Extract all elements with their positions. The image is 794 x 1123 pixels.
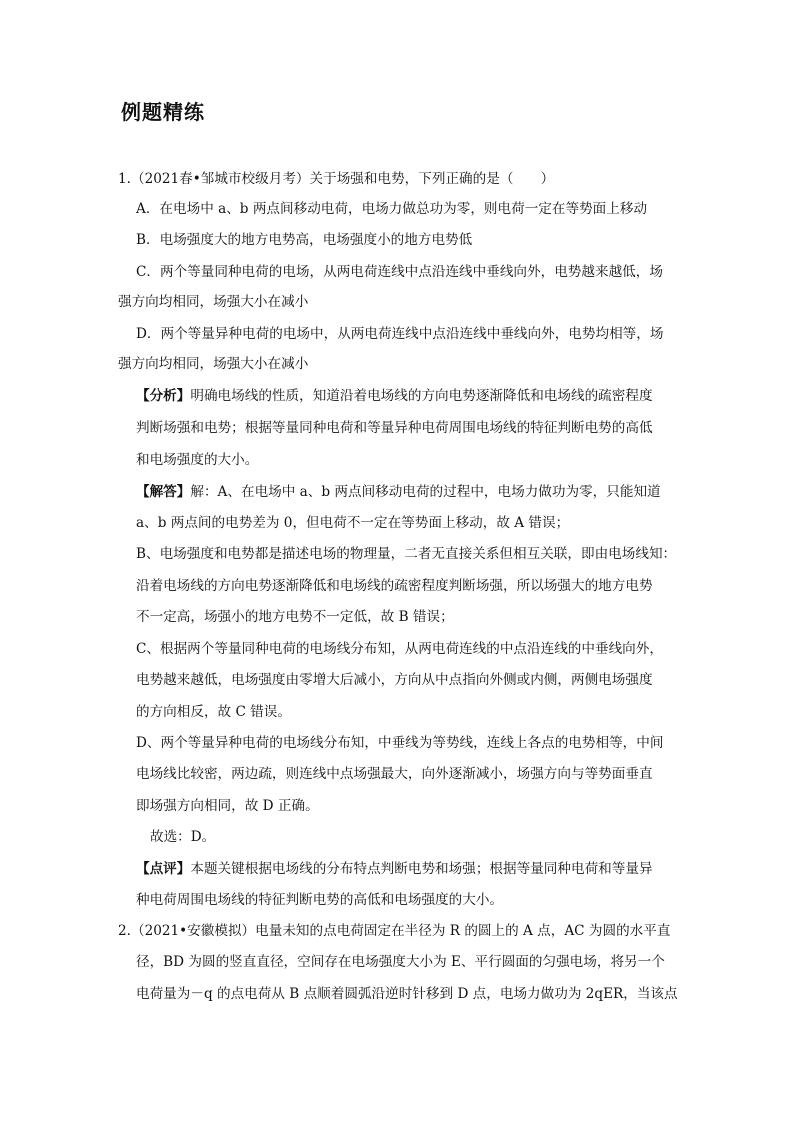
- q1-option-c-line1: C．两个等量同种电荷的电场，从两电荷连线中点沿连线中垂线向外，电势越来越低，场: [136, 264, 663, 280]
- analysis-text: 明确电场线的性质，知道沿着电场线的方向电势逐渐降低和电场线的疏密程度: [190, 388, 653, 404]
- q1-option-d-line2: 强方向均相同，场强大小在减小: [118, 356, 309, 372]
- q1-stem: 1.（2021春•邹城市校级月考）关于场强和电势，下列正确的是（ ）: [118, 171, 555, 187]
- q1-option-c-line2: 强方向均相同，场强大小在减小: [118, 294, 309, 310]
- comment-tag: 【点评】: [136, 861, 191, 877]
- section-title: 例题精练: [121, 100, 205, 124]
- q1-analysis-line1: [136, 386, 653, 406]
- q1-answer-line9: D、两个等量异种电荷的电场线分布知，中垂线为等势线，连线上各点的电势相等，中间: [136, 735, 664, 751]
- q1-choice: 故选：D。: [150, 829, 216, 845]
- q1-answer-line1: [136, 482, 661, 502]
- q1-comment-line2: 种电荷周围电场线的特征判断电势的高低和电场强度的大小。: [136, 892, 504, 908]
- q1-option-b: B．电场强度大的地方电势高，电场强度小的地方电势低: [136, 232, 473, 248]
- q2-stem-line2: 径，BD 为圆的竖直直径，空间存在电场强度大小为 E、平行圆面的匀强电场，将另一个: [136, 954, 665, 970]
- q1-analysis-line2: 判断场强和电势；根据等量同种电荷和等量异种电荷周围电场线的特征判断电势的高低: [136, 420, 653, 436]
- q1-answer-line3: B、电场强度和电势都是描述电场的物理量，二者无直接关系但相互关联，即由电场线知：: [136, 546, 677, 562]
- q1-option-d-line1: D．两个等量异种电荷的电场中，从两电荷连线中点沿连线中垂线向外，电势均相等，场: [136, 326, 664, 342]
- q2-stem-line1: 2.（2021•安徽模拟）电量未知的点电荷固定在半径为 R 的圆上的 A 点，AC 为圆的水平直: [118, 923, 671, 939]
- answer-tag: 【解答】: [136, 484, 191, 500]
- q1-comment-line1: [136, 859, 653, 879]
- q1-analysis-line3: 和电场强度的大小。: [136, 452, 259, 468]
- q1-answer-line2: a、b 两点间的电势差为 0，但电荷不一定在等势面上移动，故 A 错误；: [136, 515, 570, 531]
- q1-answer-line10: 电场线比较密，两边疏，则连线中点场强最大，向外逐渐减小，场强方向与等势面垂直: [136, 766, 653, 782]
- q2-stem-line3: 电荷量为－q 的点电荷从 B 点顺着圆弧沿逆时针移到 D 点，电场力做功为 2qER，当该点: [136, 986, 678, 1002]
- q1-answer-line8: 的方向相反，故 C 错误。: [136, 704, 291, 720]
- analysis-tag: 【分析】: [136, 388, 191, 404]
- q1-answer-line11: 即场强方向相同，故 D 正确。: [136, 798, 319, 814]
- q1-answer-line4: 沿着电场线的方向电势逐渐降低和电场线的疏密程度判断场强，所以场强大的地方电势: [136, 578, 653, 594]
- answer-text: 解：A、在电场中 a、b 两点间移动电荷的过程中，电场力做功为零，只能知道: [190, 484, 661, 500]
- comment-text: 本题关键根据电场线的分布特点判断电势和场强；根据等量同种电荷和等量异: [190, 861, 653, 877]
- q1-option-a: A．在电场中 a、b 两点间移动电荷，电场力做总功为零，则电荷一定在等势面上移动: [136, 201, 648, 217]
- q1-answer-line6: C、根据两个等量同种电荷的电场线分布知，从两电荷连线的中点沿连线的中垂线向外，: [136, 641, 663, 657]
- q1-answer-line7: 电势越来越低，电场强度由零增大后减小，方向从中点指向外侧或内侧，两侧电场强度: [136, 672, 653, 688]
- q1-answer-line5: 不一定高，场强小的地方电势不一定低，故 B 错误；: [136, 609, 454, 625]
